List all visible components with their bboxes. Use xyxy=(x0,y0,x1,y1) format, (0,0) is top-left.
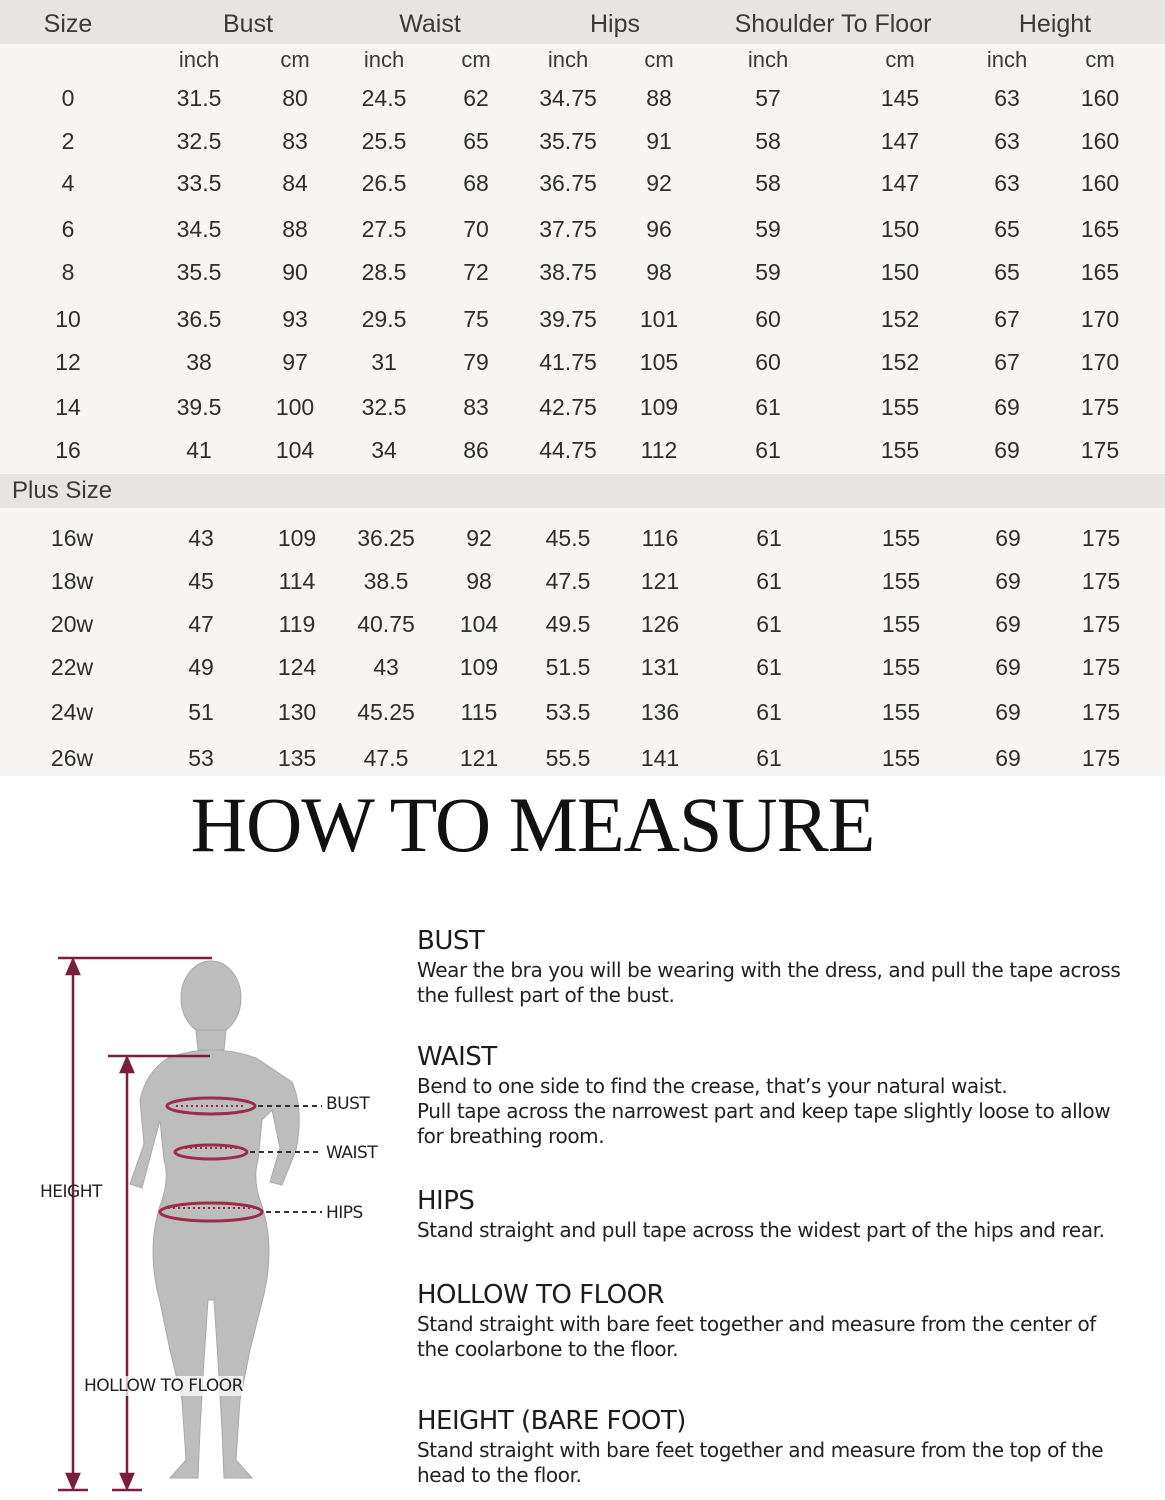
column-header: Bust xyxy=(222,10,274,38)
measurement-cell: 58 xyxy=(755,170,781,196)
measurement-cell: 109 xyxy=(277,525,317,551)
unit-header: cm xyxy=(461,47,491,72)
measurement-cell: 59 xyxy=(755,259,781,285)
instruction-heading: HEIGHT (BARE FOOT) xyxy=(417,1406,686,1436)
measurement-cell: 51 xyxy=(188,699,214,725)
measurement-cell: 67 xyxy=(994,349,1020,375)
measurement-cell: 43 xyxy=(373,654,399,680)
instruction-text: head to the floor. xyxy=(417,1463,582,1487)
height-label: HEIGHT xyxy=(40,1182,102,1202)
measurement-cell: 98 xyxy=(646,259,672,285)
measurement-cell: 175 xyxy=(1080,437,1120,463)
measurement-cell: 32.5 xyxy=(176,128,222,154)
measurement-cell: 60 xyxy=(755,306,781,332)
size-cell: 18w xyxy=(50,568,94,594)
measurement-cell: 42.75 xyxy=(539,394,597,420)
measurement-cell: 39.75 xyxy=(539,306,597,332)
measurement-cell: 92 xyxy=(466,525,492,551)
measurement-cell: 121 xyxy=(640,568,680,594)
column-header: Waist xyxy=(399,10,461,38)
measurement-cell: 83 xyxy=(282,128,308,154)
unit-header: inch xyxy=(747,47,789,72)
size-cell: 4 xyxy=(61,170,75,196)
measurement-cell: 65 xyxy=(463,128,489,154)
size-cell: 24w xyxy=(50,699,94,725)
column-header: Shoulder To Floor xyxy=(734,10,932,38)
measurement-cell: 24.5 xyxy=(361,85,407,111)
measurement-cell: 69 xyxy=(995,654,1021,680)
measurement-cell: 175 xyxy=(1081,699,1121,725)
measurement-cell: 69 xyxy=(995,699,1021,725)
instruction-text: Stand straight and pull tape across the widest part of the hips and rear. xyxy=(417,1218,1105,1242)
bust-label: BUST xyxy=(326,1094,370,1114)
size-cell: 10 xyxy=(55,306,81,332)
measurement-cell: 41 xyxy=(186,437,212,463)
measurement-cell: 35.75 xyxy=(539,128,597,154)
measurement-cell: 61 xyxy=(756,745,782,771)
instruction-heading: HOLLOW TO FLOOR xyxy=(417,1280,665,1310)
measurement-cell: 53 xyxy=(188,745,214,771)
measurement-cell: 44.75 xyxy=(539,437,597,463)
measurement-cell: 121 xyxy=(459,745,499,771)
measurement-cell: 36.25 xyxy=(357,525,415,551)
measurement-cell: 104 xyxy=(459,611,499,637)
measurement-cell: 86 xyxy=(463,437,489,463)
measurement-cell: 55.5 xyxy=(545,745,591,771)
size-cell: 22w xyxy=(50,654,94,680)
measurement-cell: 41.75 xyxy=(539,349,597,375)
measurement-cell: 88 xyxy=(646,85,672,111)
measurement-cell: 175 xyxy=(1081,568,1121,594)
measurement-cell: 63 xyxy=(994,128,1020,154)
instruction-heading: WAIST xyxy=(417,1042,497,1072)
instruction-text: Stand straight with bare feet together and measure from the top of the xyxy=(417,1438,1104,1462)
measurement-cell: 65 xyxy=(994,216,1020,242)
measurement-cell: 65 xyxy=(994,259,1020,285)
measurement-cell: 59 xyxy=(755,216,781,242)
measurement-cell: 61 xyxy=(756,699,782,725)
measurement-cell: 45 xyxy=(188,568,214,594)
measurement-cell: 175 xyxy=(1081,745,1121,771)
measurement-cell: 39.5 xyxy=(176,394,222,420)
instruction-block xyxy=(417,924,1157,1008)
measurement-cell: 63 xyxy=(994,85,1020,111)
size-cell: 14 xyxy=(55,394,81,420)
instruction-text: Stand straight with bare feet together and measure from the center of xyxy=(417,1312,1096,1336)
plus-size-section-header xyxy=(0,474,1165,508)
measurement-cell: 126 xyxy=(640,611,680,637)
measurement-cell: 62 xyxy=(463,85,489,111)
measurement-cell: 68 xyxy=(463,170,489,196)
measurement-cell: 40.75 xyxy=(357,611,415,637)
measurement-cell: 175 xyxy=(1081,611,1121,637)
measurement-cell: 101 xyxy=(639,306,679,332)
measurement-cell: 80 xyxy=(282,85,308,111)
size-cell: 2 xyxy=(61,128,75,154)
measurement-cell: 79 xyxy=(463,349,489,375)
measurement-cell: 45.25 xyxy=(357,699,415,725)
measurement-cell: 147 xyxy=(880,128,920,154)
measurement-cell: 84 xyxy=(282,170,308,196)
measurement-cell: 109 xyxy=(459,654,499,680)
measurement-cell: 109 xyxy=(639,394,679,420)
measurement-cell: 160 xyxy=(1080,128,1120,154)
instruction-heading: BUST xyxy=(417,926,485,956)
measurement-cell: 155 xyxy=(880,437,920,463)
size-cell: 26w xyxy=(50,745,94,771)
measurement-cell: 38.5 xyxy=(363,568,409,594)
measurement-cell: 34.5 xyxy=(176,216,222,242)
measurement-cell: 69 xyxy=(995,568,1021,594)
measurement-cell: 92 xyxy=(646,170,672,196)
measurement-figure xyxy=(0,930,410,1500)
measurement-cell: 165 xyxy=(1080,216,1120,242)
size-cell: 16 xyxy=(55,437,81,463)
instruction-heading: HIPS xyxy=(417,1186,475,1216)
measurement-cell: 37.75 xyxy=(539,216,597,242)
measurement-cell: 160 xyxy=(1080,85,1120,111)
measurement-cell: 135 xyxy=(277,745,317,771)
instruction-text: for breathing room. xyxy=(417,1124,605,1148)
measurement-cell: 58 xyxy=(755,128,781,154)
measurement-cell: 93 xyxy=(282,306,308,332)
measurement-cell: 69 xyxy=(994,394,1020,420)
instruction-block xyxy=(417,1040,1157,1149)
unit-header: inch xyxy=(363,47,405,72)
measurement-cell: 27.5 xyxy=(361,216,407,242)
measurement-cell: 152 xyxy=(880,349,920,375)
column-header: Height xyxy=(1018,10,1092,38)
measurement-cell: 43 xyxy=(188,525,214,551)
measurement-cell: 51.5 xyxy=(545,654,591,680)
unit-header-row xyxy=(0,44,1165,78)
measurement-cell: 170 xyxy=(1080,306,1120,332)
instruction-block xyxy=(417,1184,1157,1243)
measurement-cell: 29.5 xyxy=(361,306,407,332)
measurement-cell: 155 xyxy=(880,394,920,420)
instruction-text: Pull tape across the narrowest part and keep tape slightly loose to allow xyxy=(417,1099,1111,1123)
measurement-cell: 105 xyxy=(639,349,679,375)
measurement-cell: 83 xyxy=(463,394,489,420)
measurement-cell: 175 xyxy=(1080,394,1120,420)
instruction-block xyxy=(417,1404,1157,1488)
table-header-row xyxy=(0,0,1165,44)
unit-header: cm xyxy=(644,47,674,72)
measurement-cell: 70 xyxy=(463,216,489,242)
measurement-cell: 97 xyxy=(282,349,308,375)
size-cell: 20w xyxy=(50,611,94,637)
size-cell: 6 xyxy=(61,216,75,242)
measurement-cell: 67 xyxy=(994,306,1020,332)
measurement-cell: 61 xyxy=(755,437,781,463)
size-cell: 8 xyxy=(61,259,75,285)
measurement-cell: 160 xyxy=(1080,170,1120,196)
measurement-cell: 53.5 xyxy=(545,699,591,725)
instruction-block xyxy=(417,1278,1157,1362)
measurement-cell: 175 xyxy=(1081,654,1121,680)
measurement-cell: 155 xyxy=(881,525,921,551)
measurement-cell: 150 xyxy=(880,216,920,242)
measurement-cell: 61 xyxy=(756,568,782,594)
measurement-cell: 155 xyxy=(881,745,921,771)
measurement-cell: 38.75 xyxy=(539,259,597,285)
measurement-cell: 147 xyxy=(880,170,920,196)
measurement-cell: 45.5 xyxy=(545,525,591,551)
measurement-cell: 98 xyxy=(466,568,492,594)
measurement-cell: 38 xyxy=(186,349,212,375)
measurement-cell: 61 xyxy=(756,654,782,680)
unit-header: inch xyxy=(547,47,589,72)
measurement-cell: 145 xyxy=(880,85,920,111)
unit-header: inch xyxy=(986,47,1028,72)
hollow-to-floor-label: HOLLOW TO FLOOR xyxy=(84,1376,243,1396)
measurement-cell: 165 xyxy=(1080,259,1120,285)
measurement-cell: 63 xyxy=(994,170,1020,196)
plus-size-label: Plus Size xyxy=(12,477,113,504)
measurement-cell: 152 xyxy=(880,306,920,332)
measurement-cell: 35.5 xyxy=(176,259,222,285)
unit-header: inch xyxy=(178,47,220,72)
measurement-cell: 49 xyxy=(188,654,214,680)
column-header: Hips xyxy=(589,10,641,38)
measurement-cell: 61 xyxy=(755,394,781,420)
measurement-cell: 47.5 xyxy=(545,568,591,594)
measurement-cell: 31.5 xyxy=(176,85,222,111)
measurement-cell: 34.75 xyxy=(539,85,597,111)
measurement-cell: 131 xyxy=(640,654,680,680)
measurement-cell: 155 xyxy=(881,654,921,680)
measurement-cell: 155 xyxy=(881,699,921,725)
measurement-cell: 75 xyxy=(463,306,489,332)
instruction-text: the fullest part of the bust. xyxy=(417,983,675,1007)
measurement-cell: 136 xyxy=(640,699,680,725)
measurement-cell: 175 xyxy=(1081,525,1121,551)
how-to-measure-title: HOW TO MEASURE xyxy=(190,781,875,868)
measurement-cell: 69 xyxy=(995,745,1021,771)
unit-header: cm xyxy=(280,47,310,72)
instruction-text: the coolarbone to the floor. xyxy=(417,1337,679,1361)
measurement-cell: 36.5 xyxy=(176,306,222,332)
measurement-cell: 47.5 xyxy=(363,745,409,771)
measurement-cell: 31 xyxy=(371,349,397,375)
measurement-cell: 47 xyxy=(188,611,214,637)
measurement-cell: 69 xyxy=(994,437,1020,463)
measurement-cell: 150 xyxy=(880,259,920,285)
measurement-cell: 170 xyxy=(1080,349,1120,375)
column-header: Size xyxy=(43,10,93,38)
measurement-cell: 34 xyxy=(371,437,397,463)
measurement-cell: 72 xyxy=(463,259,489,285)
instruction-text: Wear the bra you will be wearing with the dress, and pull the tape across xyxy=(417,958,1121,982)
measurement-cell: 49.5 xyxy=(545,611,591,637)
measurement-cell: 124 xyxy=(277,654,317,680)
measurement-cell: 88 xyxy=(282,216,308,242)
measurement-cell: 36.75 xyxy=(539,170,597,196)
measurement-cell: 104 xyxy=(275,437,315,463)
unit-header: cm xyxy=(885,47,915,72)
instruction-text: Bend to one side to find the crease, that’s your natural waist. xyxy=(417,1074,1008,1098)
measurement-cell: 112 xyxy=(640,437,678,463)
measurement-cell: 33.5 xyxy=(176,170,222,196)
measurement-cell: 116 xyxy=(641,525,679,551)
measurement-cell: 155 xyxy=(881,611,921,637)
measurement-cell: 69 xyxy=(995,611,1021,637)
measurement-cell: 91 xyxy=(646,128,672,154)
size-cell: 12 xyxy=(55,349,81,375)
unit-header: cm xyxy=(1085,47,1115,72)
measurement-cell: 61 xyxy=(756,525,782,551)
size-cell: 0 xyxy=(61,85,75,111)
measurement-cell: 119 xyxy=(278,611,316,637)
measurement-cell: 32.5 xyxy=(361,394,407,420)
waist-label: WAIST xyxy=(326,1143,378,1163)
measurement-cell: 61 xyxy=(756,611,782,637)
measurement-cell: 57 xyxy=(755,85,781,111)
measurement-cell: 69 xyxy=(995,525,1021,551)
measurement-cell: 155 xyxy=(881,568,921,594)
measurement-cell: 141 xyxy=(640,745,680,771)
measurement-cell: 26.5 xyxy=(361,170,407,196)
hips-label: HIPS xyxy=(326,1203,363,1223)
measurement-cell: 90 xyxy=(282,259,308,285)
measurement-cell: 130 xyxy=(277,699,317,725)
measurement-cell: 114 xyxy=(278,568,316,594)
measurement-cell: 100 xyxy=(275,394,315,420)
measurement-cell: 115 xyxy=(460,699,498,725)
measurement-cell: 28.5 xyxy=(361,259,407,285)
size-cell: 16w xyxy=(50,525,94,551)
measurement-cell: 60 xyxy=(755,349,781,375)
measurement-cell: 96 xyxy=(646,216,672,242)
measurement-cell: 25.5 xyxy=(361,128,407,154)
